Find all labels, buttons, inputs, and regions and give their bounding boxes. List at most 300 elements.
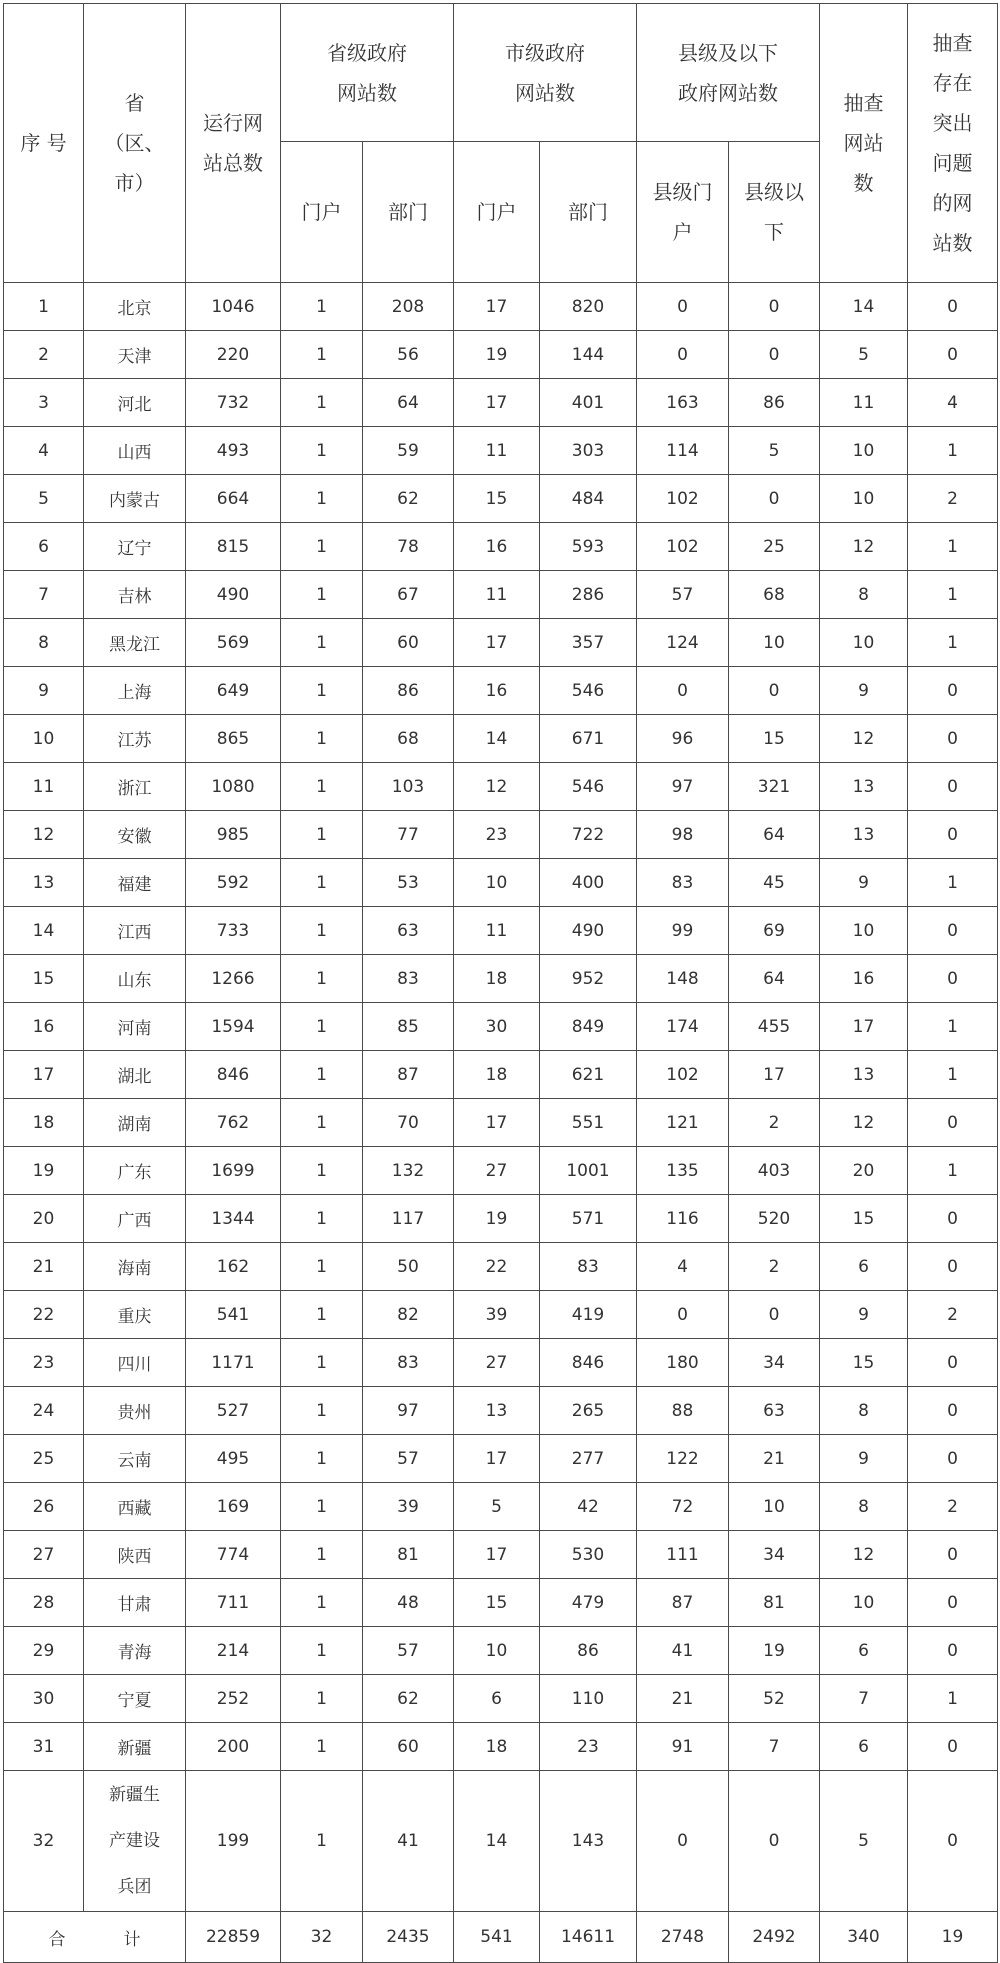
cell-total: 774 [186, 1531, 281, 1579]
cell-sampled: 6 [820, 1627, 908, 1675]
cell-total: 1080 [186, 763, 281, 811]
cell-seq: 6 [4, 523, 84, 571]
cell-seq: 13 [4, 859, 84, 907]
cell-sampled: 10 [820, 907, 908, 955]
cell-prov-portal: 1 [281, 715, 363, 763]
total-cell-city-dept: 14611 [540, 1912, 637, 1963]
header-city-portal: 门户 [454, 142, 540, 283]
cell-below-county: 10 [729, 1483, 820, 1531]
cell-below-county: 34 [729, 1531, 820, 1579]
cell-below-county: 2 [729, 1243, 820, 1291]
total-cell-total: 22859 [186, 1912, 281, 1963]
cell-county-portal: 114 [637, 427, 729, 475]
cell-city-portal: 18 [454, 1723, 540, 1771]
cell-below-county: 0 [729, 331, 820, 379]
cell-seq: 10 [4, 715, 84, 763]
cell-county-portal: 174 [637, 1003, 729, 1051]
cell-city-dept: 571 [540, 1195, 637, 1243]
cell-below-county: 455 [729, 1003, 820, 1051]
cell-below-county: 63 [729, 1387, 820, 1435]
header-provincial-gov: 省级政府 网站数 [281, 4, 454, 142]
cell-seq: 27 [4, 1531, 84, 1579]
table-row [4, 763, 998, 811]
cell-province: 青海 [84, 1627, 186, 1675]
cell-prov-portal: 1 [281, 1051, 363, 1099]
table-row [4, 1003, 998, 1051]
table-row [4, 1435, 998, 1483]
cell-prov-dept: 62 [363, 1675, 454, 1723]
header-city-gov: 市级政府 网站数 [454, 4, 637, 142]
cell-total: 493 [186, 427, 281, 475]
cell-prov-dept: 87 [363, 1051, 454, 1099]
cell-city-portal: 17 [454, 1435, 540, 1483]
cell-prov-dept: 53 [363, 859, 454, 907]
table-row [4, 1723, 998, 1771]
table-row [4, 283, 998, 331]
cell-city-dept: 265 [540, 1387, 637, 1435]
cell-city-portal: 23 [454, 811, 540, 859]
cell-sampled: 15 [820, 1195, 908, 1243]
cell-below-county: 64 [729, 811, 820, 859]
cell-prov-dept: 50 [363, 1243, 454, 1291]
cell-county-portal: 83 [637, 859, 729, 907]
cell-prov-portal: 1 [281, 475, 363, 523]
cell-prov-dept: 97 [363, 1387, 454, 1435]
cell-total: 1266 [186, 955, 281, 1003]
table-row [4, 955, 998, 1003]
cell-total: 200 [186, 1723, 281, 1771]
cell-seq: 9 [4, 667, 84, 715]
cell-total: 732 [186, 379, 281, 427]
cell-sampled: 12 [820, 1531, 908, 1579]
cell-sampled: 9 [820, 859, 908, 907]
cell-total: 711 [186, 1579, 281, 1627]
cell-seq: 21 [4, 1243, 84, 1291]
cell-seq: 16 [4, 1003, 84, 1051]
cell-county-portal: 72 [637, 1483, 729, 1531]
total-cell-prov-dept: 2435 [363, 1912, 454, 1963]
cell-seq: 19 [4, 1147, 84, 1195]
cell-below-county: 69 [729, 907, 820, 955]
cell-province: 浙江 [84, 763, 186, 811]
cell-below-county: 520 [729, 1195, 820, 1243]
cell-prov-portal: 1 [281, 427, 363, 475]
cell-sampled: 6 [820, 1723, 908, 1771]
cell-prov-dept: 67 [363, 571, 454, 619]
cell-city-portal: 17 [454, 283, 540, 331]
cell-province: 辽宁 [84, 523, 186, 571]
cell-county-portal: 122 [637, 1435, 729, 1483]
cell-seq: 20 [4, 1195, 84, 1243]
table-row [4, 571, 998, 619]
cell-prov-dept: 63 [363, 907, 454, 955]
table-row [4, 1483, 998, 1531]
cell-prov-dept: 57 [363, 1627, 454, 1675]
cell-city-portal: 16 [454, 667, 540, 715]
cell-prov-dept: 60 [363, 1723, 454, 1771]
cell-province: 江苏 [84, 715, 186, 763]
cell-county-portal: 0 [637, 331, 729, 379]
cell-prov-portal: 1 [281, 667, 363, 715]
cell-sampled: 10 [820, 475, 908, 523]
cell-prov-dept: 77 [363, 811, 454, 859]
cell-total: 1344 [186, 1195, 281, 1243]
cell-problem: 4 [908, 379, 998, 427]
cell-sampled: 5 [820, 1771, 908, 1912]
cell-city-dept: 83 [540, 1243, 637, 1291]
cell-prov-portal: 1 [281, 1147, 363, 1195]
cell-prov-portal: 1 [281, 1291, 363, 1339]
cell-city-dept: 286 [540, 571, 637, 619]
cell-prov-portal: 1 [281, 379, 363, 427]
header-below-county: 县级以 下 [729, 142, 820, 283]
cell-prov-portal: 1 [281, 571, 363, 619]
cell-prov-dept: 41 [363, 1771, 454, 1912]
cell-seq: 17 [4, 1051, 84, 1099]
cell-city-portal: 22 [454, 1243, 540, 1291]
cell-problem: 2 [908, 1291, 998, 1339]
cell-problem: 0 [908, 715, 998, 763]
table-row [4, 1771, 998, 1912]
cell-below-county: 403 [729, 1147, 820, 1195]
cell-seq: 23 [4, 1339, 84, 1387]
header-prov-dept: 部门 [363, 142, 454, 283]
cell-below-county: 81 [729, 1579, 820, 1627]
table-row [4, 1243, 998, 1291]
cell-province: 新疆生 产建设 兵团 [84, 1771, 186, 1912]
cell-seq: 7 [4, 571, 84, 619]
cell-seq: 28 [4, 1579, 84, 1627]
cell-city-dept: 952 [540, 955, 637, 1003]
cell-county-portal: 91 [637, 1723, 729, 1771]
cell-seq: 22 [4, 1291, 84, 1339]
cell-seq: 11 [4, 763, 84, 811]
cell-city-dept: 401 [540, 379, 637, 427]
cell-province: 湖南 [84, 1099, 186, 1147]
cell-county-portal: 87 [637, 1579, 729, 1627]
cell-seq: 26 [4, 1483, 84, 1531]
cell-total: 527 [186, 1387, 281, 1435]
cell-prov-dept: 68 [363, 715, 454, 763]
table-row [4, 1627, 998, 1675]
cell-prov-dept: 86 [363, 667, 454, 715]
cell-county-portal: 121 [637, 1099, 729, 1147]
cell-prov-portal: 1 [281, 1723, 363, 1771]
cell-city-portal: 15 [454, 475, 540, 523]
cell-city-portal: 12 [454, 763, 540, 811]
cell-prov-portal: 1 [281, 859, 363, 907]
cell-province: 黑龙江 [84, 619, 186, 667]
totals-row [4, 1912, 998, 1963]
cell-sampled: 13 [820, 1051, 908, 1099]
cell-city-dept: 400 [540, 859, 637, 907]
total-cell-problem: 19 [908, 1912, 998, 1963]
cell-sampled: 12 [820, 715, 908, 763]
cell-sampled: 10 [820, 427, 908, 475]
cell-city-portal: 27 [454, 1147, 540, 1195]
cell-county-portal: 124 [637, 619, 729, 667]
header-city-dept: 部门 [540, 142, 637, 283]
cell-sampled: 16 [820, 955, 908, 1003]
cell-city-portal: 18 [454, 1051, 540, 1099]
cell-problem: 0 [908, 907, 998, 955]
header-sampled: 抽查 网站 数 [820, 4, 908, 283]
cell-sampled: 6 [820, 1243, 908, 1291]
cell-total: 495 [186, 1435, 281, 1483]
header-province: 省 （区、 市） [84, 4, 186, 283]
cell-problem: 0 [908, 1339, 998, 1387]
cell-city-portal: 10 [454, 859, 540, 907]
cell-sampled: 8 [820, 571, 908, 619]
cell-prov-portal: 1 [281, 619, 363, 667]
cell-seq: 30 [4, 1675, 84, 1723]
cell-total: 1171 [186, 1339, 281, 1387]
cell-province: 福建 [84, 859, 186, 907]
cell-prov-portal: 1 [281, 1195, 363, 1243]
cell-county-portal: 41 [637, 1627, 729, 1675]
table-row [4, 1291, 998, 1339]
cell-province: 河南 [84, 1003, 186, 1051]
cell-city-portal: 10 [454, 1627, 540, 1675]
table-row [4, 1531, 998, 1579]
cell-seq: 18 [4, 1099, 84, 1147]
cell-below-county: 19 [729, 1627, 820, 1675]
cell-city-portal: 6 [454, 1675, 540, 1723]
cell-province: 山东 [84, 955, 186, 1003]
total-cell-county-portal: 2748 [637, 1912, 729, 1963]
cell-problem: 0 [908, 1627, 998, 1675]
cell-province: 河北 [84, 379, 186, 427]
cell-city-dept: 546 [540, 667, 637, 715]
cell-prov-portal: 1 [281, 1675, 363, 1723]
cell-below-county: 17 [729, 1051, 820, 1099]
table-row [4, 523, 998, 571]
total-cell-city-portal: 541 [454, 1912, 540, 1963]
cell-province: 贵州 [84, 1387, 186, 1435]
cell-county-portal: 98 [637, 811, 729, 859]
cell-prov-dept: 78 [363, 523, 454, 571]
cell-prov-dept: 60 [363, 619, 454, 667]
cell-problem: 0 [908, 1531, 998, 1579]
cell-total: 664 [186, 475, 281, 523]
cell-below-county: 86 [729, 379, 820, 427]
cell-county-portal: 0 [637, 283, 729, 331]
cell-province: 重庆 [84, 1291, 186, 1339]
table-row [4, 331, 998, 379]
cell-city-dept: 846 [540, 1339, 637, 1387]
cell-city-dept: 490 [540, 907, 637, 955]
cell-city-portal: 17 [454, 1099, 540, 1147]
cell-prov-portal: 1 [281, 1243, 363, 1291]
cell-province: 天津 [84, 331, 186, 379]
cell-city-dept: 277 [540, 1435, 637, 1483]
cell-problem: 1 [908, 427, 998, 475]
table-body [4, 283, 998, 1912]
cell-prov-portal: 1 [281, 1339, 363, 1387]
cell-prov-dept: 59 [363, 427, 454, 475]
cell-sampled: 10 [820, 619, 908, 667]
cell-county-portal: 96 [637, 715, 729, 763]
cell-city-dept: 593 [540, 523, 637, 571]
cell-seq: 8 [4, 619, 84, 667]
cell-county-portal: 0 [637, 1291, 729, 1339]
cell-total: 592 [186, 859, 281, 907]
cell-city-portal: 27 [454, 1339, 540, 1387]
cell-below-county: 45 [729, 859, 820, 907]
cell-sampled: 15 [820, 1339, 908, 1387]
cell-county-portal: 97 [637, 763, 729, 811]
cell-below-county: 0 [729, 1771, 820, 1912]
cell-prov-dept: 70 [363, 1099, 454, 1147]
table-header [4, 4, 998, 283]
table-row [4, 1579, 998, 1627]
header-prov-portal: 门户 [281, 142, 363, 283]
cell-problem: 1 [908, 1003, 998, 1051]
total-cell-below-county: 2492 [729, 1912, 820, 1963]
cell-total: 1046 [186, 283, 281, 331]
cell-city-portal: 14 [454, 715, 540, 763]
cell-total: 846 [186, 1051, 281, 1099]
table-row [4, 379, 998, 427]
cell-sampled: 20 [820, 1147, 908, 1195]
cell-problem: 0 [908, 763, 998, 811]
cell-total: 1699 [186, 1147, 281, 1195]
cell-city-dept: 357 [540, 619, 637, 667]
table-row [4, 811, 998, 859]
cell-prov-portal: 1 [281, 811, 363, 859]
cell-city-dept: 546 [540, 763, 637, 811]
header-county-gov: 县级及以下 政府网站数 [637, 4, 820, 142]
cell-province: 西藏 [84, 1483, 186, 1531]
cell-city-dept: 621 [540, 1051, 637, 1099]
table-row [4, 427, 998, 475]
cell-city-portal: 17 [454, 619, 540, 667]
cell-prov-portal: 1 [281, 1579, 363, 1627]
cell-city-portal: 14 [454, 1771, 540, 1912]
table-row [4, 1339, 998, 1387]
header-total-sites: 运行网 站总数 [186, 4, 281, 283]
cell-problem: 0 [908, 331, 998, 379]
cell-problem: 1 [908, 523, 998, 571]
cell-total: 733 [186, 907, 281, 955]
cell-city-dept: 479 [540, 1579, 637, 1627]
cell-sampled: 9 [820, 1291, 908, 1339]
cell-problem: 0 [908, 667, 998, 715]
cell-seq: 12 [4, 811, 84, 859]
cell-province: 湖北 [84, 1051, 186, 1099]
cell-county-portal: 4 [637, 1243, 729, 1291]
cell-prov-portal: 1 [281, 763, 363, 811]
table-row [4, 1099, 998, 1147]
cell-problem: 2 [908, 475, 998, 523]
cell-total: 541 [186, 1291, 281, 1339]
cell-total: 569 [186, 619, 281, 667]
cell-city-portal: 39 [454, 1291, 540, 1339]
cell-city-dept: 722 [540, 811, 637, 859]
table-row [4, 667, 998, 715]
cell-problem: 0 [908, 283, 998, 331]
cell-county-portal: 0 [637, 1771, 729, 1912]
cell-prov-dept: 48 [363, 1579, 454, 1627]
table-row [4, 907, 998, 955]
cell-prov-portal: 1 [281, 523, 363, 571]
cell-city-dept: 303 [540, 427, 637, 475]
cell-prov-dept: 117 [363, 1195, 454, 1243]
cell-problem: 0 [908, 811, 998, 859]
cell-seq: 1 [4, 283, 84, 331]
cell-province: 陕西 [84, 1531, 186, 1579]
cell-problem: 0 [908, 1771, 998, 1912]
cell-seq: 29 [4, 1627, 84, 1675]
cell-total: 214 [186, 1627, 281, 1675]
cell-total: 252 [186, 1675, 281, 1723]
cell-sampled: 13 [820, 811, 908, 859]
cell-below-county: 34 [729, 1339, 820, 1387]
cell-prov-dept: 103 [363, 763, 454, 811]
cell-problem: 0 [908, 1099, 998, 1147]
cell-problem: 2 [908, 1483, 998, 1531]
cell-county-portal: 57 [637, 571, 729, 619]
total-cell-prov-portal: 32 [281, 1912, 363, 1963]
header-county-portal: 县级门 户 [637, 142, 729, 283]
cell-below-county: 0 [729, 283, 820, 331]
cell-city-portal: 19 [454, 1195, 540, 1243]
cell-total: 815 [186, 523, 281, 571]
cell-city-dept: 86 [540, 1627, 637, 1675]
cell-city-dept: 484 [540, 475, 637, 523]
cell-sampled: 9 [820, 1435, 908, 1483]
cell-total: 220 [186, 331, 281, 379]
government-websites-table [3, 3, 998, 1963]
cell-prov-portal: 1 [281, 331, 363, 379]
cell-province: 广东 [84, 1147, 186, 1195]
cell-province: 云南 [84, 1435, 186, 1483]
cell-sampled: 17 [820, 1003, 908, 1051]
cell-prov-dept: 56 [363, 331, 454, 379]
cell-province: 安徽 [84, 811, 186, 859]
cell-city-portal: 11 [454, 571, 540, 619]
cell-problem: 1 [908, 859, 998, 907]
cell-below-county: 0 [729, 475, 820, 523]
cell-city-dept: 110 [540, 1675, 637, 1723]
cell-prov-dept: 81 [363, 1531, 454, 1579]
cell-prov-portal: 1 [281, 1003, 363, 1051]
cell-prov-portal: 1 [281, 907, 363, 955]
cell-sampled: 5 [820, 331, 908, 379]
cell-city-portal: 18 [454, 955, 540, 1003]
cell-seq: 25 [4, 1435, 84, 1483]
cell-problem: 0 [908, 1387, 998, 1435]
cell-sampled: 7 [820, 1675, 908, 1723]
table-row [4, 859, 998, 907]
cell-seq: 24 [4, 1387, 84, 1435]
cell-city-portal: 17 [454, 1531, 540, 1579]
cell-prov-portal: 1 [281, 1771, 363, 1912]
cell-seq: 14 [4, 907, 84, 955]
cell-county-portal: 111 [637, 1531, 729, 1579]
cell-problem: 1 [908, 1675, 998, 1723]
cell-prov-dept: 82 [363, 1291, 454, 1339]
cell-sampled: 10 [820, 1579, 908, 1627]
cell-below-county: 52 [729, 1675, 820, 1723]
cell-county-portal: 0 [637, 667, 729, 715]
cell-problem: 0 [908, 1435, 998, 1483]
cell-problem: 1 [908, 571, 998, 619]
cell-province: 宁夏 [84, 1675, 186, 1723]
cell-province: 内蒙古 [84, 475, 186, 523]
cell-below-county: 0 [729, 1291, 820, 1339]
cell-city-dept: 419 [540, 1291, 637, 1339]
